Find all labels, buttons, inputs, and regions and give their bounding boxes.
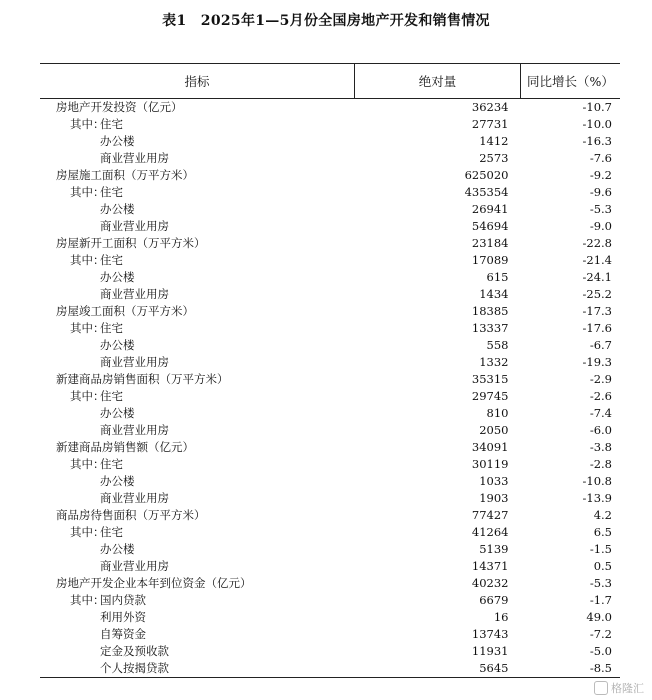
row-growth-value: -6.7 bbox=[589, 338, 612, 352]
row-label: 办公楼 bbox=[100, 134, 135, 148]
row-absolute-value: 1903 bbox=[479, 491, 509, 505]
row-growth-value: -19.3 bbox=[582, 355, 612, 369]
row-label: 新建商品房销售面积（万平方米） bbox=[56, 372, 229, 386]
row-label: 办公楼 bbox=[100, 338, 135, 352]
row-label: 新建商品房销售额（亿元） bbox=[56, 440, 194, 454]
row-absolute-value: 23184 bbox=[471, 236, 509, 250]
row-growth-value: -9.6 bbox=[589, 185, 612, 199]
row-indicator bbox=[40, 609, 355, 626]
table-row bbox=[40, 473, 620, 490]
table-row bbox=[40, 660, 620, 678]
row-label: 国内贷款 bbox=[100, 593, 146, 607]
table-row bbox=[40, 575, 620, 592]
row-absolute-value: 2573 bbox=[479, 151, 509, 165]
row-absolute-value: 17089 bbox=[471, 253, 509, 267]
row-growth-value: 0.5 bbox=[593, 559, 612, 573]
row-growth-value: -6.0 bbox=[589, 423, 612, 437]
table-row bbox=[40, 252, 620, 269]
watermark bbox=[594, 680, 644, 696]
row-indicator bbox=[40, 133, 355, 150]
watermark-logo-icon bbox=[594, 681, 608, 695]
row-label: 利用外资 bbox=[100, 610, 146, 624]
row-absolute-value: 30119 bbox=[471, 457, 509, 471]
row-label: 房屋新开工面积（万平方米） bbox=[56, 236, 206, 250]
row-indicator bbox=[40, 337, 355, 354]
table-row bbox=[40, 303, 620, 320]
row-absolute-value: 11931 bbox=[471, 644, 509, 658]
row-absolute-value: 41264 bbox=[471, 525, 509, 539]
row-absolute-value: 36234 bbox=[471, 100, 509, 114]
row-indicator bbox=[40, 660, 355, 678]
row-indicator bbox=[40, 150, 355, 167]
row-indicator bbox=[40, 626, 355, 643]
row-absolute-value: 14371 bbox=[471, 559, 509, 573]
table-row bbox=[40, 337, 620, 354]
row-indicator bbox=[40, 252, 355, 269]
row-label: 住宅 bbox=[100, 457, 123, 471]
row-growth-value: -25.2 bbox=[582, 287, 612, 301]
row-growth-value: -9.2 bbox=[589, 168, 612, 182]
table-row bbox=[40, 456, 620, 473]
row-prefix: 其中： bbox=[70, 117, 105, 131]
row-label: 商业营业用房 bbox=[100, 423, 169, 437]
row-growth-value: -24.1 bbox=[582, 270, 612, 284]
row-indicator bbox=[40, 286, 355, 303]
row-growth-value: -5.0 bbox=[589, 644, 612, 658]
row-absolute-value: 13337 bbox=[471, 321, 509, 335]
table-row bbox=[40, 167, 620, 184]
row-growth-value: -2.8 bbox=[589, 457, 612, 471]
row-prefix: 其中： bbox=[70, 593, 105, 607]
table-row bbox=[40, 609, 620, 626]
row-growth-value: -1.5 bbox=[589, 542, 612, 556]
row-label: 商业营业用房 bbox=[100, 151, 169, 165]
row-growth-value: -9.0 bbox=[589, 219, 612, 233]
header-absolute: 绝对量 bbox=[355, 64, 521, 99]
row-absolute-value: 5645 bbox=[355, 660, 521, 678]
table-row bbox=[40, 235, 620, 252]
row-label: 个人按揭贷款 bbox=[100, 661, 169, 675]
row-indicator bbox=[40, 218, 355, 235]
row-label: 住宅 bbox=[100, 525, 123, 539]
row-growth-value: -10.7 bbox=[582, 100, 612, 114]
table-row bbox=[40, 439, 620, 456]
row-prefix: 其中： bbox=[70, 321, 105, 335]
row-label: 商业营业用房 bbox=[100, 219, 169, 233]
row-growth-value: -5.3 bbox=[589, 202, 612, 216]
data-table bbox=[40, 63, 620, 678]
row-label: 商业营业用房 bbox=[100, 559, 169, 573]
row-indicator bbox=[40, 490, 355, 507]
row-label: 办公楼 bbox=[100, 474, 135, 488]
row-growth-value: -7.4 bbox=[589, 406, 612, 420]
row-label: 房地产开发投资（亿元） bbox=[56, 100, 183, 114]
row-absolute-value: 1412 bbox=[479, 134, 509, 148]
table-header-row bbox=[40, 64, 620, 99]
row-prefix: 其中： bbox=[70, 525, 105, 539]
row-absolute-value: 26941 bbox=[471, 202, 509, 216]
table-row bbox=[40, 592, 620, 609]
row-label: 商品房待售面积（万平方米） bbox=[56, 508, 206, 522]
row-indicator bbox=[40, 643, 355, 660]
row-label: 房屋施工面积（万平方米） bbox=[56, 168, 194, 182]
row-absolute-value: 1332 bbox=[479, 355, 509, 369]
row-indicator bbox=[40, 405, 355, 422]
row-growth-value: -22.8 bbox=[582, 236, 612, 250]
header-indicator: 指标 bbox=[40, 64, 355, 99]
row-indicator bbox=[40, 303, 355, 320]
row-label: 房地产开发企业本年到位资金（亿元） bbox=[56, 576, 252, 590]
row-prefix: 其中： bbox=[70, 389, 105, 403]
table-row bbox=[40, 320, 620, 337]
table-row bbox=[40, 184, 620, 201]
row-growth-value: -2.9 bbox=[589, 372, 612, 386]
table-row bbox=[40, 354, 620, 371]
table-row bbox=[40, 490, 620, 507]
row-label: 商业营业用房 bbox=[100, 287, 169, 301]
row-label: 住宅 bbox=[100, 253, 123, 267]
row-indicator bbox=[40, 592, 355, 609]
row-label: 住宅 bbox=[100, 117, 123, 131]
row-growth-value: 6.5 bbox=[593, 525, 612, 539]
table-body bbox=[40, 99, 620, 678]
row-label: 商业营业用房 bbox=[100, 355, 169, 369]
row-indicator bbox=[40, 456, 355, 473]
row-indicator bbox=[40, 99, 355, 117]
row-absolute-value: 13743 bbox=[471, 627, 509, 641]
row-label: 办公楼 bbox=[100, 406, 135, 420]
row-growth-value: 49.0 bbox=[586, 610, 612, 624]
table-row bbox=[40, 524, 620, 541]
row-growth-value: -10.8 bbox=[582, 474, 612, 488]
row-absolute-value: 54694 bbox=[471, 219, 509, 233]
row-absolute-value: 810 bbox=[486, 406, 509, 420]
row-absolute-value: 1434 bbox=[479, 287, 509, 301]
row-label: 自筹资金 bbox=[100, 627, 146, 641]
table-row bbox=[40, 507, 620, 524]
row-prefix: 其中： bbox=[70, 457, 105, 471]
row-indicator bbox=[40, 541, 355, 558]
row-absolute-value: 29745 bbox=[471, 389, 509, 403]
row-growth-value: -7.2 bbox=[589, 627, 612, 641]
row-absolute-value: 27731 bbox=[471, 117, 509, 131]
row-growth-value: -13.9 bbox=[582, 491, 612, 505]
row-indicator bbox=[40, 524, 355, 541]
row-absolute-value: 77427 bbox=[471, 508, 509, 522]
row-indicator bbox=[40, 201, 355, 218]
row-indicator bbox=[40, 320, 355, 337]
row-prefix: 其中： bbox=[70, 185, 105, 199]
row-absolute-value: 558 bbox=[486, 338, 509, 352]
row-label: 商业营业用房 bbox=[100, 491, 169, 505]
row-indicator bbox=[40, 116, 355, 133]
row-label: 办公楼 bbox=[100, 542, 135, 556]
row-absolute-value: 18385 bbox=[471, 304, 509, 318]
row-label: 办公楼 bbox=[100, 270, 135, 284]
row-growth-value: 4.2 bbox=[593, 508, 612, 522]
row-growth-value: -8.5 bbox=[521, 660, 621, 678]
table-row bbox=[40, 541, 620, 558]
row-indicator bbox=[40, 354, 355, 371]
row-growth-value: -21.4 bbox=[582, 253, 612, 267]
row-absolute-value: 16 bbox=[493, 610, 509, 624]
row-label: 办公楼 bbox=[100, 202, 135, 216]
row-absolute-value: 6679 bbox=[479, 593, 509, 607]
row-indicator bbox=[40, 422, 355, 439]
row-absolute-value: 1033 bbox=[479, 474, 509, 488]
row-absolute-value: 35315 bbox=[471, 372, 509, 386]
row-growth-value: -10.0 bbox=[582, 117, 612, 131]
watermark-text: 格隆汇 bbox=[611, 682, 644, 695]
table-row bbox=[40, 286, 620, 303]
row-indicator bbox=[40, 439, 355, 456]
table-row bbox=[40, 626, 620, 643]
row-label: 房屋竣工面积（万平方米） bbox=[56, 304, 194, 318]
table-row bbox=[40, 116, 620, 133]
table-row bbox=[40, 558, 620, 575]
row-absolute-value: 5139 bbox=[479, 542, 509, 556]
row-growth-value: -2.6 bbox=[589, 389, 612, 403]
row-label: 定金及预收款 bbox=[100, 644, 169, 658]
row-indicator bbox=[40, 167, 355, 184]
row-growth-value: -17.3 bbox=[582, 304, 612, 318]
row-indicator bbox=[40, 371, 355, 388]
row-growth-value: -1.7 bbox=[589, 593, 612, 607]
table-row bbox=[40, 133, 620, 150]
header-growth: 同比增长（%） bbox=[521, 64, 621, 99]
table-title: 表1 2025年1—5月份全国房地产开发和销售情况 bbox=[162, 13, 490, 29]
table-row bbox=[40, 371, 620, 388]
row-label: 住宅 bbox=[100, 321, 123, 335]
table-row bbox=[40, 150, 620, 167]
row-growth-value: -7.6 bbox=[589, 151, 612, 165]
table-row bbox=[40, 218, 620, 235]
row-absolute-value: 40232 bbox=[471, 576, 509, 590]
row-indicator bbox=[40, 269, 355, 286]
row-indicator bbox=[40, 575, 355, 592]
row-prefix: 其中： bbox=[70, 253, 105, 267]
row-absolute-value: 625020 bbox=[464, 168, 509, 182]
row-growth-value: -17.6 bbox=[582, 321, 612, 335]
table-row bbox=[40, 405, 620, 422]
table-row bbox=[40, 388, 620, 405]
row-indicator bbox=[40, 507, 355, 524]
row-growth-value: -3.8 bbox=[589, 440, 612, 454]
table-row bbox=[40, 422, 620, 439]
row-indicator bbox=[40, 473, 355, 490]
row-indicator bbox=[40, 184, 355, 201]
row-label: 住宅 bbox=[100, 389, 123, 403]
row-absolute-value: 435354 bbox=[464, 185, 509, 199]
table-row bbox=[40, 269, 620, 286]
row-absolute-value: 34091 bbox=[471, 440, 509, 454]
table-row bbox=[40, 99, 620, 117]
row-label: 住宅 bbox=[100, 185, 123, 199]
row-indicator bbox=[40, 558, 355, 575]
row-growth-value: -16.3 bbox=[582, 134, 612, 148]
data-table-container bbox=[40, 63, 618, 678]
table-row bbox=[40, 643, 620, 660]
row-indicator bbox=[40, 388, 355, 405]
table-row bbox=[40, 201, 620, 218]
row-growth-value: -5.3 bbox=[589, 576, 612, 590]
row-indicator bbox=[40, 235, 355, 252]
row-absolute-value: 2050 bbox=[479, 423, 509, 437]
row-absolute-value: 615 bbox=[486, 270, 509, 284]
